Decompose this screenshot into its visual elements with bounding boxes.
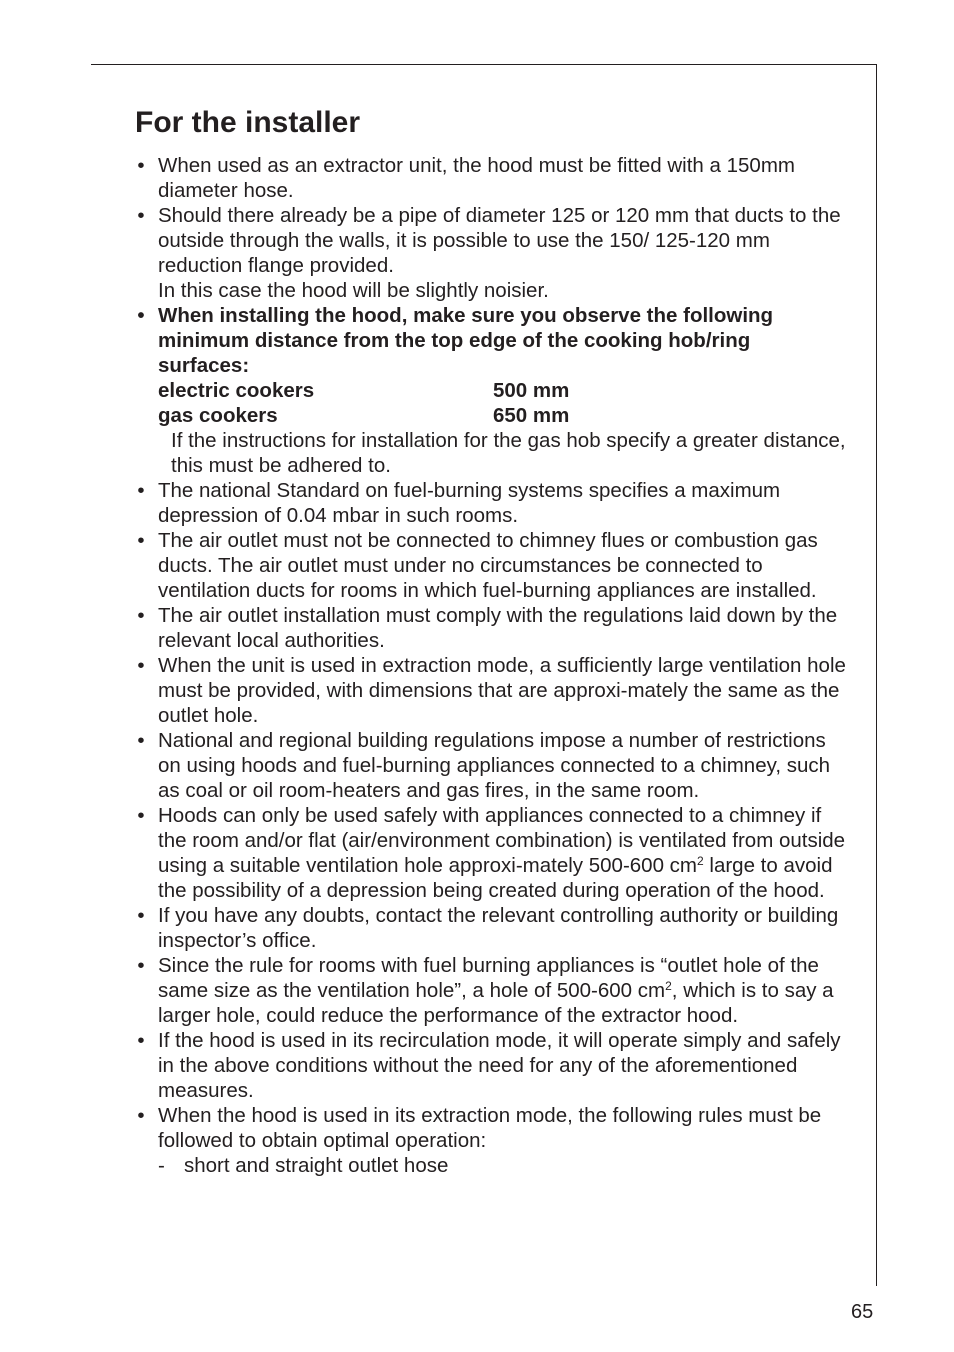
distance-label: gas cookers <box>158 404 278 427</box>
item-text-after: large to avoid the possibility of a depression being created during operation of the hood. <box>158 854 833 902</box>
item-text: The national Standard on fuel-burning systems specifies a maximum depression of 0.04 mbar in such rooms. <box>158 479 781 527</box>
list-item <box>135 653 847 728</box>
bullet-glyph: • <box>137 1104 145 1127</box>
item-text: If the hood is used in its recirculation mode, it will operate simply and safely in the above conditions without the need for any of the aforementioned measures. <box>158 1029 841 1102</box>
item-text <box>158 803 847 903</box>
bullet-glyph: • <box>137 204 145 227</box>
item-text: If you have any doubts, contact the relevant controlling authority or building inspector’s office. <box>158 904 839 952</box>
bullet-glyph: • <box>137 1029 145 1052</box>
list-item <box>135 1028 847 1103</box>
list-item <box>135 903 847 953</box>
page-number: 65 <box>851 1301 874 1323</box>
right-rule <box>876 64 877 1286</box>
item-text: National and regional building regulations impose a number of restrictions on using hoods and fuel-burning appliances connected to a chimney, such as coal or oil room-heaters and gas fires, in the same room. <box>158 729 831 802</box>
item-text: When used as an extractor unit, the hood must be fitted with a 150mm diameter hose. <box>158 154 795 202</box>
bullet-glyph: • <box>137 604 145 627</box>
bullet-glyph: • <box>137 729 145 752</box>
item-text: The air outlet installation must comply with the regulations laid down by the relevant local authorities. <box>158 604 838 652</box>
distance-row-electric <box>158 378 847 403</box>
distance-label: electric cookers <box>158 379 315 402</box>
list-item <box>135 603 847 653</box>
item-text-before: Since the rule for rooms with fuel burning appliances is “outlet hole of the same size as the ventilation hole”, a hole of 500-600 cm <box>158 954 819 1002</box>
item-text: When the unit is used in extraction mode, a sufficiently large ventilation hole must be provided, with dimensions that are approxi-mately the same as the outlet hole. <box>158 654 846 727</box>
list-item <box>135 803 847 903</box>
item-text: When installing the hood, make sure you observe the following minimum distance from the top edge of the cooking hob/ring surfaces: <box>158 304 774 377</box>
bullet-glyph: • <box>137 904 145 927</box>
item-note: In this case the hood will be slightly noisier. <box>158 279 549 302</box>
item-text-before: Hoods can only be used safely with appliances connected to a chimney if the room and/or flat (air/environment combination) is ventilated from outside using a suitable ventilation hole approxi-mately 500-600 cm <box>158 804 846 877</box>
list-item-minimum-distance <box>135 303 847 478</box>
distance-row-gas <box>158 403 847 428</box>
bullet-glyph: • <box>137 654 145 677</box>
superscript: 2 <box>665 979 672 993</box>
bullet-glyph: • <box>137 479 145 502</box>
list-item <box>135 1103 847 1178</box>
distance-value: 650 mm <box>493 404 570 427</box>
section-title: For the installer <box>135 106 361 139</box>
item-text <box>158 953 847 1028</box>
bullet-glyph: • <box>137 804 145 827</box>
item-text-after: , which is to say a larger hole, could reduce the performance of the extractor hood. <box>158 979 834 1027</box>
top-rule <box>91 64 877 65</box>
bullet-glyph: • <box>137 304 145 327</box>
sub-item-text: short and straight outlet hose <box>184 1154 449 1177</box>
installer-instructions <box>135 153 847 1178</box>
item-text: The air outlet must not be connected to chimney flues or combustion gas ducts. The air outlet must under no circumstances be connected to ventilation ducts for rooms in which fuel-burning appliances are installed. <box>158 529 818 602</box>
sub-list-item <box>158 1153 847 1178</box>
superscript: 2 <box>697 854 704 868</box>
item-note: If the instructions for installation for the gas hob specify a greater distance, this must be adhered to. <box>171 429 846 477</box>
list-item <box>135 728 847 803</box>
bullet-glyph: • <box>137 954 145 977</box>
bullet-glyph: • <box>137 529 145 552</box>
list-item <box>135 203 847 303</box>
item-text: Should there already be a pipe of diameter 125 or 120 mm that ducts to the outside through the walls, it is possible to use the 150/ 125-120 mm reduction flange provided. <box>158 204 841 277</box>
item-text: When the hood is used in its extraction mode, the following rules must be followed to obtain optimal operation: <box>158 1104 822 1152</box>
bullet-glyph: • <box>137 154 145 177</box>
list-item <box>135 478 847 528</box>
list-item <box>135 528 847 603</box>
list-item <box>135 153 847 203</box>
dash-glyph: - <box>158 1154 165 1177</box>
list-item <box>135 953 847 1028</box>
distance-value: 500 mm <box>493 379 570 402</box>
